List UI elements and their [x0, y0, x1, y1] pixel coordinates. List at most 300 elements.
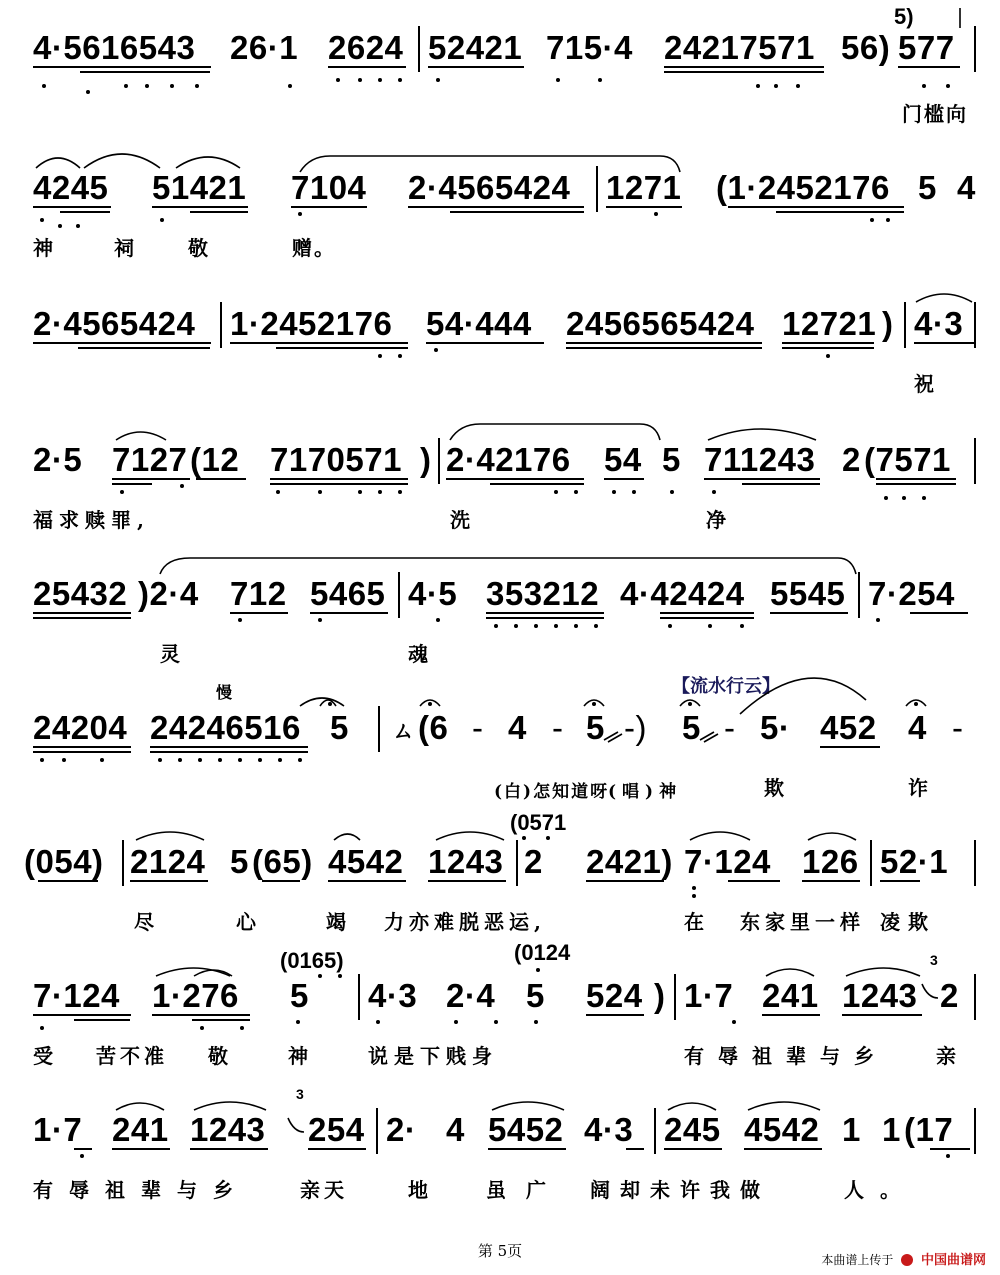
low-octave-dot: [922, 496, 926, 500]
measure-note: 5452: [488, 1111, 564, 1148]
system-3: [0, 276, 1000, 396]
underline: [566, 342, 762, 344]
underline: [33, 1014, 131, 1016]
system-1: [0, 0, 1000, 126]
low-octave-dot: [218, 758, 222, 762]
measure-note: (7571: [864, 441, 951, 478]
underline: [762, 1014, 820, 1016]
underline: [664, 71, 824, 73]
bar-line: [654, 1108, 656, 1154]
measure-note: ): [882, 305, 894, 342]
high-octave-dot: [546, 836, 550, 840]
measure-note: 26·1: [230, 29, 299, 66]
underline: [190, 1148, 268, 1150]
underline: [33, 66, 211, 68]
measure-note: 712: [230, 575, 287, 612]
underline: [488, 1148, 566, 1150]
underline: [744, 1148, 822, 1150]
measure-note: 7·124: [33, 977, 120, 1014]
underline: [604, 478, 644, 480]
measure-note: (17: [904, 1111, 954, 1148]
measure-note: -: [552, 709, 564, 746]
lyric-text: 凌欺: [880, 910, 936, 934]
bar-line: [358, 974, 360, 1020]
measure-note: 51421: [152, 169, 247, 206]
underline: [33, 746, 131, 748]
low-octave-dot: [494, 1020, 498, 1024]
low-octave-dot: [318, 618, 322, 622]
measure-note: 5465: [310, 575, 386, 612]
high-octave-dot: [338, 974, 342, 978]
low-octave-dot: [358, 490, 362, 494]
lyric-text: 受: [33, 1044, 69, 1068]
lyric-text: (白)怎知道呀: [494, 782, 610, 802]
measure-note: -): [624, 709, 647, 746]
lyric-text: 敬: [188, 236, 224, 260]
underline: [428, 880, 506, 882]
measure-note: 1: [842, 1111, 861, 1148]
lyric-text: 神: [288, 1044, 324, 1068]
underline: [742, 483, 820, 485]
underline: [910, 612, 968, 614]
low-octave-dot: [434, 348, 438, 352]
lyric-text: 尽: [134, 910, 170, 934]
low-octave-dot: [40, 218, 44, 222]
system-4: [0, 412, 1000, 532]
lyric-text: 福求赎罪,: [33, 508, 150, 532]
underline: [446, 478, 584, 480]
lyric-text: 说是下贱身: [368, 1044, 498, 1068]
section-title: 【流水行云】: [672, 676, 780, 697]
low-octave-dot: [58, 224, 62, 228]
measure-note: 1271: [606, 169, 682, 206]
measure-note: 7·254: [868, 575, 955, 612]
low-octave-dot: [692, 886, 696, 890]
measure-note: 5: [330, 709, 349, 746]
measure-note: 1243: [842, 977, 918, 1014]
low-octave-dot: [876, 618, 880, 622]
bar-line: [516, 840, 518, 886]
measure-note: 12721: [782, 305, 877, 342]
underline: [428, 66, 524, 68]
grace-notes: (0571: [510, 810, 567, 835]
lyric-text: 门槛向: [902, 102, 968, 126]
measure-note: 2·: [386, 1111, 417, 1148]
measure-note: 4·5616543: [33, 29, 196, 66]
lyric-text: 在: [684, 910, 720, 934]
low-octave-dot: [494, 624, 498, 628]
underline: [728, 206, 904, 208]
measure-note: 4: [508, 709, 527, 746]
low-octave-dot: [598, 78, 602, 82]
underline: [276, 347, 408, 349]
system-2: [0, 140, 1000, 260]
low-octave-dot: [594, 624, 598, 628]
underline: [664, 66, 824, 68]
underline: [33, 206, 111, 208]
low-octave-dot: [358, 78, 362, 82]
underline: [660, 617, 754, 619]
measure-note: 4·5: [408, 575, 458, 612]
low-octave-dot: [296, 1020, 300, 1024]
low-octave-dot: [145, 84, 149, 88]
underline: [291, 206, 367, 208]
low-octave-dot: [946, 84, 950, 88]
bar-line: [974, 438, 976, 484]
low-octave-dot: [160, 218, 164, 222]
low-octave-dot: [124, 84, 128, 88]
underline: [152, 206, 248, 208]
measure-note: 2624: [328, 29, 404, 66]
grace-notes: (0165): [280, 948, 344, 973]
lyric-text: 阔却未许我做: [590, 1178, 770, 1202]
bar-line: [904, 302, 906, 348]
low-octave-dot: [178, 758, 182, 762]
underline: [880, 880, 920, 882]
underline: [842, 1014, 922, 1016]
measure-note: 5: [918, 169, 937, 206]
low-octave-dot: [398, 490, 402, 494]
underline: [112, 1148, 170, 1150]
underline: [270, 478, 408, 480]
measure-note: 4: [908, 709, 927, 746]
underline: [190, 211, 248, 213]
measure-note: ): [420, 441, 432, 478]
system-8: [0, 940, 1000, 1068]
measure-note: 2: [940, 977, 959, 1014]
underline: [262, 880, 300, 882]
underline: [660, 612, 754, 614]
low-octave-dot: [884, 496, 888, 500]
underline: [112, 483, 152, 485]
low-octave-dot: [902, 496, 906, 500]
low-octave-dot: [922, 84, 926, 88]
measure-note: 4·3: [914, 305, 964, 342]
page-number: 第 5页: [477, 1242, 523, 1260]
measure-note: 52·1: [880, 843, 949, 880]
underline: [898, 66, 960, 68]
lyric-text: 赠。: [292, 236, 336, 260]
underline: [33, 617, 131, 619]
underline: [310, 612, 388, 614]
underline: [328, 66, 406, 68]
low-octave-dot: [238, 618, 242, 622]
low-octave-dot: [708, 624, 712, 628]
underline: [450, 211, 584, 213]
lyric-text: 竭: [326, 910, 362, 934]
measure-note: 56): [841, 29, 891, 66]
measure-note: -: [472, 709, 484, 746]
low-octave-dot: [946, 1154, 950, 1158]
measure-note: 7127: [112, 441, 188, 478]
low-octave-dot: [436, 78, 440, 82]
low-octave-dot: [80, 1154, 84, 1158]
low-octave-dot: [454, 1020, 458, 1024]
low-octave-dot: [170, 84, 174, 88]
measure-note: 4: [446, 1111, 465, 1148]
low-octave-dot: [180, 484, 184, 488]
low-octave-dot: [298, 212, 302, 216]
measure-note: -: [952, 709, 964, 746]
low-octave-dot: [258, 758, 262, 762]
measure-note: 4542: [328, 843, 404, 880]
underline: [80, 71, 210, 73]
underline: [308, 1148, 366, 1150]
underline: [782, 347, 874, 349]
low-octave-dot: [195, 84, 199, 88]
lyric-text: 神: [33, 236, 69, 260]
grace-notes: (0124: [514, 940, 571, 965]
bar-line: [418, 26, 420, 72]
lyric-text: 有辱祖辈与乡: [33, 1178, 249, 1202]
system-5: [0, 546, 1000, 666]
measure-note: ): [654, 977, 666, 1014]
measure-note: 715·4: [546, 29, 633, 66]
underline: [33, 612, 131, 614]
underline: [914, 342, 974, 344]
lyric-text: 亲: [936, 1044, 972, 1068]
low-octave-dot: [514, 624, 518, 628]
underline: [486, 612, 604, 614]
underline: [150, 751, 308, 753]
low-octave-dot: [200, 1026, 204, 1030]
underline: [490, 483, 584, 485]
measure-note: 1243: [190, 1111, 266, 1148]
low-octave-dot: [240, 1026, 244, 1030]
measure-note: 25432: [33, 575, 128, 612]
low-octave-dot: [298, 758, 302, 762]
lyric-text: 心: [236, 910, 272, 934]
bar-line: [974, 974, 976, 1020]
measure-note: 241: [762, 977, 819, 1014]
system-9: [0, 1082, 1000, 1202]
low-octave-dot: [574, 624, 578, 628]
lyric-text: (唱)神: [608, 782, 683, 802]
measure-note: 711243: [704, 441, 816, 478]
measure-note: 2: [842, 441, 861, 478]
high-octave-dot: [522, 836, 526, 840]
underline: [270, 483, 408, 485]
low-octave-dot: [378, 354, 382, 358]
underline: [728, 880, 780, 882]
measure-note: 24204: [33, 709, 128, 746]
low-octave-dot: [238, 758, 242, 762]
measure-note: 254: [308, 1111, 365, 1148]
underline: [776, 211, 904, 213]
triplet-mark: 3: [930, 952, 938, 968]
bar-line: [122, 840, 124, 886]
high-octave-dot: [318, 974, 322, 978]
underline: [196, 478, 246, 480]
underline: [408, 206, 584, 208]
measure-note: 7·124: [684, 843, 771, 880]
low-octave-dot: [654, 212, 658, 216]
low-octave-dot: [336, 78, 340, 82]
measure-note: -: [724, 709, 736, 746]
measure-note: 126: [802, 843, 859, 880]
underline: [930, 1148, 970, 1150]
underline: [770, 612, 848, 614]
underline: [152, 1014, 250, 1016]
measure-note: 1·276: [152, 977, 239, 1014]
lyric-text: 人。: [844, 1178, 916, 1202]
measure-note: 524: [586, 977, 643, 1014]
lyric-text: 亲天: [300, 1178, 348, 1202]
low-octave-dot: [712, 490, 716, 494]
tempo-marking: 慢: [216, 683, 233, 702]
bar-line: [376, 1108, 378, 1154]
underline: [802, 880, 860, 882]
bar-line: [870, 840, 872, 886]
underline: [664, 1148, 722, 1150]
low-octave-dot: [436, 618, 440, 622]
bar-line: [398, 572, 400, 618]
bar-line: [974, 1108, 976, 1154]
measure-note: 5: [526, 977, 545, 1014]
underline: [33, 751, 131, 753]
low-octave-dot: [632, 490, 636, 494]
lyric-text: 苦不准: [96, 1044, 168, 1068]
lyric-text: 祠: [114, 236, 150, 260]
low-octave-dot: [288, 84, 292, 88]
measure-note: 4245: [33, 169, 109, 206]
high-octave-dot: [536, 968, 540, 972]
underline: [820, 746, 880, 748]
lyric-text: 欺: [764, 776, 800, 800]
low-octave-dot: [276, 490, 280, 494]
underline: [486, 617, 604, 619]
underline: [328, 880, 406, 882]
low-octave-dot: [826, 354, 830, 358]
underline: [426, 342, 544, 344]
low-octave-dot: [612, 490, 616, 494]
measure-note: 1: [882, 1111, 901, 1148]
underline: [606, 206, 682, 208]
underline: [782, 342, 874, 344]
low-octave-dot: [198, 758, 202, 762]
low-octave-dot: [670, 490, 674, 494]
measure-note: 2·4565424: [408, 169, 571, 206]
underline: [130, 880, 208, 882]
lyric-text: 净: [706, 508, 742, 532]
underline: [150, 746, 308, 748]
measure-note: 7104: [291, 169, 367, 206]
low-octave-dot: [278, 758, 282, 762]
low-octave-dot: [554, 490, 558, 494]
measure-note: 2·42176: [446, 441, 571, 478]
low-octave-dot: [732, 1020, 736, 1024]
low-octave-dot: [756, 84, 760, 88]
low-octave-dot: [534, 1020, 538, 1024]
underline: [60, 211, 110, 213]
low-octave-dot: [62, 758, 66, 762]
measure-note: 452: [820, 709, 877, 746]
underline: [74, 1019, 130, 1021]
system-6: [0, 676, 1000, 802]
measure-note: 52421: [428, 29, 523, 66]
site-logo-icon: [901, 1254, 913, 1266]
low-octave-dot: [40, 1026, 44, 1030]
underline: [876, 483, 956, 485]
measure-note: 2·5: [33, 441, 83, 478]
lyric-text: 灵: [160, 642, 196, 666]
site-name-link[interactable]: 中国曲谱网: [920, 1253, 986, 1268]
measure-note: 5: [682, 709, 701, 746]
lyric-text: 有辱祖辈与乡: [684, 1044, 888, 1068]
low-octave-dot: [554, 624, 558, 628]
low-octave-dot: [378, 490, 382, 494]
measure-note: 245: [664, 1111, 721, 1148]
measure-note: 5: [586, 709, 605, 746]
bar-line: [438, 438, 440, 484]
lyric-text: 虽广: [486, 1178, 566, 1202]
measure-note: 2·4: [446, 977, 496, 1014]
measure-note: 2124: [130, 843, 206, 880]
underline: [566, 347, 762, 349]
measure-note: 241: [112, 1111, 169, 1148]
measure-note: 24246516: [150, 709, 301, 746]
measure-note: 4542: [744, 1111, 820, 1148]
underline: [33, 342, 211, 344]
measure-note: 54·444: [426, 305, 532, 342]
measure-note: 5545: [770, 575, 846, 612]
measure-note: 1·7: [684, 977, 734, 1014]
underline: [230, 612, 288, 614]
low-octave-dot: [668, 624, 672, 628]
bar-line: [220, 302, 222, 348]
measure-note: 2·4565424: [33, 305, 196, 342]
bar-line: [974, 26, 976, 72]
lyric-text: 敬: [208, 1044, 244, 1068]
measure-note: 4·42424: [620, 575, 745, 612]
lyric-text: 力亦难脱恶运,: [384, 910, 546, 934]
measure-note: 5: [662, 441, 681, 478]
measure-note: 2: [524, 843, 543, 880]
uploaded-label: 本曲谱上传于: [821, 1253, 894, 1267]
low-octave-dot: [556, 78, 560, 82]
triplet-mark: 3: [296, 1086, 304, 1102]
lyric-text: 魂: [408, 642, 444, 666]
bar-line: [974, 840, 976, 886]
underline: [626, 1148, 644, 1150]
measure-note: 24217571: [664, 29, 815, 66]
measure-note: (1·2452176: [716, 169, 890, 206]
underline: [230, 342, 408, 344]
measure-note: 5·: [760, 709, 791, 746]
low-octave-dot: [886, 218, 890, 222]
low-octave-dot: [42, 84, 46, 88]
bar-line: [858, 572, 860, 618]
low-octave-dot: [120, 490, 124, 494]
bar-line: [974, 302, 976, 348]
low-octave-dot: [398, 78, 402, 82]
underline: [38, 880, 98, 882]
low-octave-dot: [740, 624, 744, 628]
bar-line: [378, 706, 380, 752]
underline: [704, 478, 820, 480]
measure-note: (65): [252, 843, 313, 880]
site-credit: [821, 1249, 986, 1268]
system-7: [0, 810, 1000, 934]
free-meter-sign: ㄙ: [392, 719, 415, 744]
low-octave-dot: [574, 490, 578, 494]
low-octave-dot: [796, 84, 800, 88]
low-octave-dot: [376, 1020, 380, 1024]
measure-note: 1·2452176: [230, 305, 393, 342]
measure-note: (12: [190, 441, 240, 478]
underline: [876, 478, 956, 480]
bar-line: [596, 166, 598, 212]
